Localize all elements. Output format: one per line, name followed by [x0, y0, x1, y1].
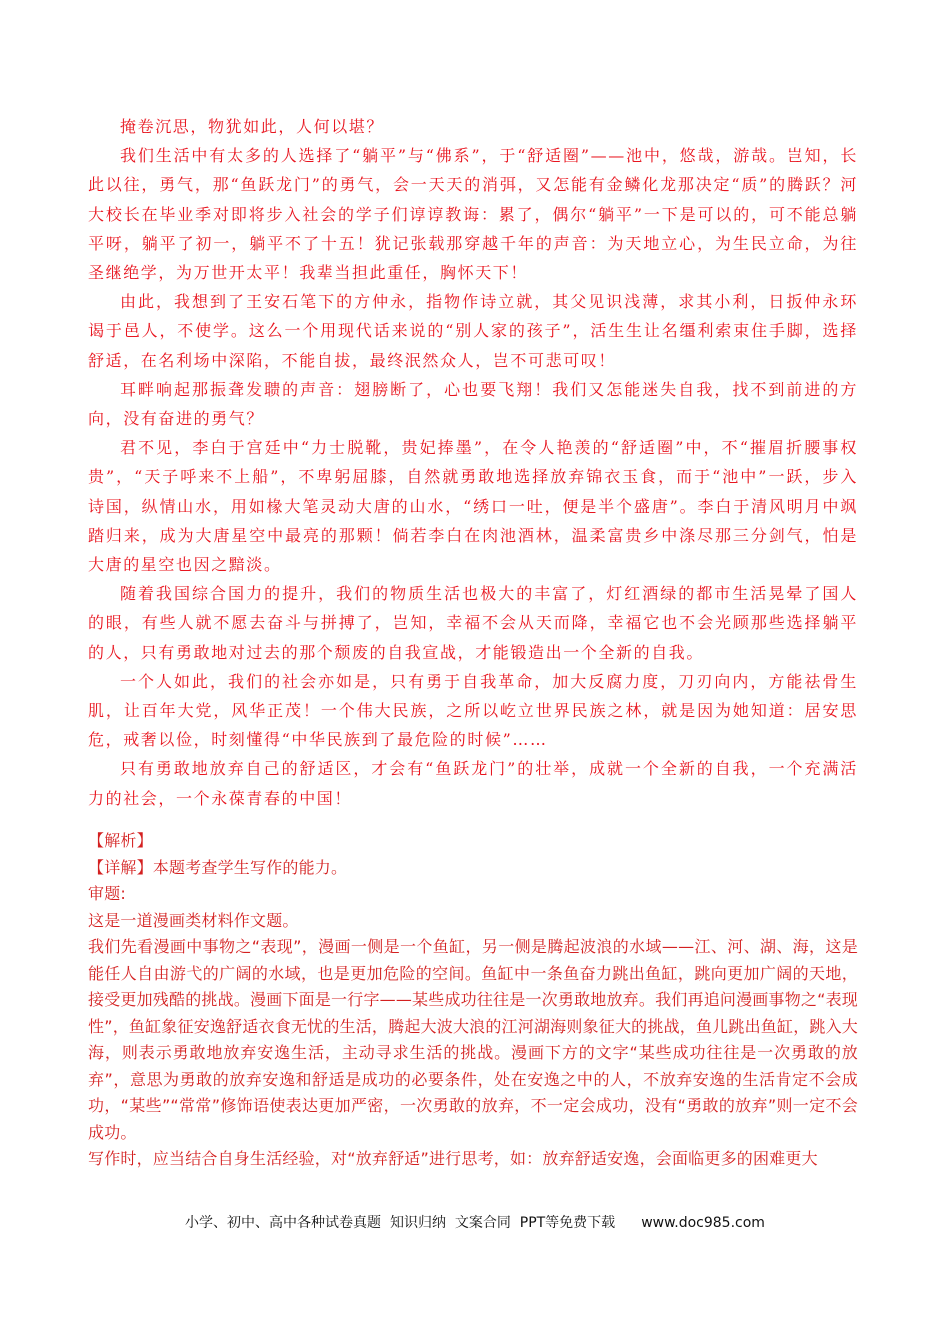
analysis-heading: 【解析】 — [88, 831, 153, 850]
footer-text: 小学、初中、高中各种试卷真题 知识归纳 文案合同 PPT等免费下载 — [185, 1215, 616, 1231]
essay-paragraph: 君不见，李白于宫廷中“力士脱靴，贵妃捧墨”，在令人艳羡的“舒适圈”中，不“摧眉折腰事权贵”，“天子呼来不上船”，不卑躬屈膝，自然就勇敢地选择放弃锦衣玉食，而于“池中”一跃，步入诗国，纵情山水，用如椽大笔灵动大唐的山水，“绣口一吐，便是半个盛唐”。李白于清风明月中飒踏归来，成为大唐星空中最亮的那颗！倘若李白在肉池酒林，温柔富贵乡中涤尽那三分剑气，怕是大唐的星空也因之黯淡。 — [88, 438, 858, 575]
analysis-section — [88, 828, 858, 1173]
footer-link[interactable]: www.doc985.com — [641, 1215, 765, 1231]
essay-paragraph: 随着我国综合国力的提升，我们的物质生活也极大的丰富了，灯红酒绿的都市生活晃晕了国人的眼，有些人就不愿去奋斗与拼搏了，岂知，幸福不会从天而降，幸福它也不会光顾那些选择躺平的人，只有勇敢地对过去的那个颓废的自我宣战，才能锻造出一个全新的自我。 — [88, 584, 858, 662]
essay-paragraph: 掩卷沉思，物犹如此，人何以堪？ — [120, 117, 385, 136]
essay-body — [88, 112, 858, 813]
essay-paragraph: 耳畔响起那振聋发聩的声音：翅膀断了，心也要飞翔！我们又怎能迷失自我，找不到前进的方向，没有奋进的勇气？ — [88, 379, 858, 429]
review-label: 审题: — [88, 884, 126, 903]
essay-paragraph: 由此，我想到了王安石笔下的方仲永，指物作诗立就，其父见识浅薄，求其小利，日扳仲永环谒于邑人，不使学。这么一个用现代话来说的“别人家的孩子”，活生生让名缰利索束住手脚，选择舒适，在名利场中深陷，不能自拔，最终泯然众人，岂不可悲可叹！ — [88, 292, 858, 370]
page-footer — [0, 1212, 950, 1232]
detail-label: 【详解】本题考查学生写作的能力。 — [88, 857, 348, 877]
analysis-paragraph: 写作时，应当结合自身生活经验，对“放弃舒适”进行思考，如：放弃舒适安逸，会面临更多的困难更大 — [88, 1149, 818, 1168]
question-type-line: 这是一道漫画类材料作文题。 — [88, 910, 299, 930]
essay-paragraph: 一个人如此，我们的社会亦如是，只有勇于自我革命，加大反腐力度，刀刃向内，方能祛骨生肌，让百年大党，风华正茂！一个伟大民族，之所以屹立世界民族之林，就是因为她知道：居安思危，戒奢以俭，时刻懂得“中华民族到了最危险的时候”…… — [88, 671, 858, 750]
essay-paragraph: 我们生活中有太多的人选择了“躺平”与“佛系”，于“舒适圈”——池中，悠哉，游哉。岂知，长此以往，勇气，那“鱼跃龙门”的勇气，会一天天的消弭，又怎能有金鳞化龙那决定“质”的腾跃？河大校长在毕业季对即将步入社会的学子们谆谆教诲：累了，偶尔“躺平”一下是可以的，可不能总躺平呀，躺平了初一，躺平不了十五！犹记张载那穿越千年的声音：为天地立心，为生民立命，为往圣继绝学，为万世开太平！我辈当担此重任，胸怀天下！ — [88, 146, 858, 283]
essay-paragraph: 只有勇敢地放弃自己的舒适区，才会有“鱼跃龙门”的壮举，成就一个全新的自我，一个充满活力的社会，一个永葆青春的中国！ — [88, 759, 858, 808]
analysis-paragraph: 我们先看漫画中事物之“表现”，漫画一侧是一个鱼缸，另一侧是腾起波浪的水域——江、河、湖、海，这是能任人自由游弋的广阔的水域，也是更加危险的空间。鱼缸中一条鱼奋力跳出鱼缸，跳向更加广阔的天地，接受更加残酷的挑战。漫画下面是一行字——某些成功往往是一次勇敢地放弃。我们再追问漫画事物之“表现性”，鱼缸象征安逸舒适衣食无忧的生活，腾起大波大浪的江河湖海则象征大的挑战，鱼儿跳出鱼缸，跳入大海，则表示勇敢地放弃安逸生活，主动寻求生活的挑战。漫画下方的文字“某些成功往往是一次勇敢的放弃”，意思为勇敢的放弃安逸和舒适是成功的必要条件，处在安逸之中的人，不放弃安逸的生活肯定不会成功，“某些”“常常”修饰语使表达更加严密，一次勇敢的放弃，不一定会成功，没有“勇敢的放弃”则一定不会成功。 — [88, 937, 858, 1142]
